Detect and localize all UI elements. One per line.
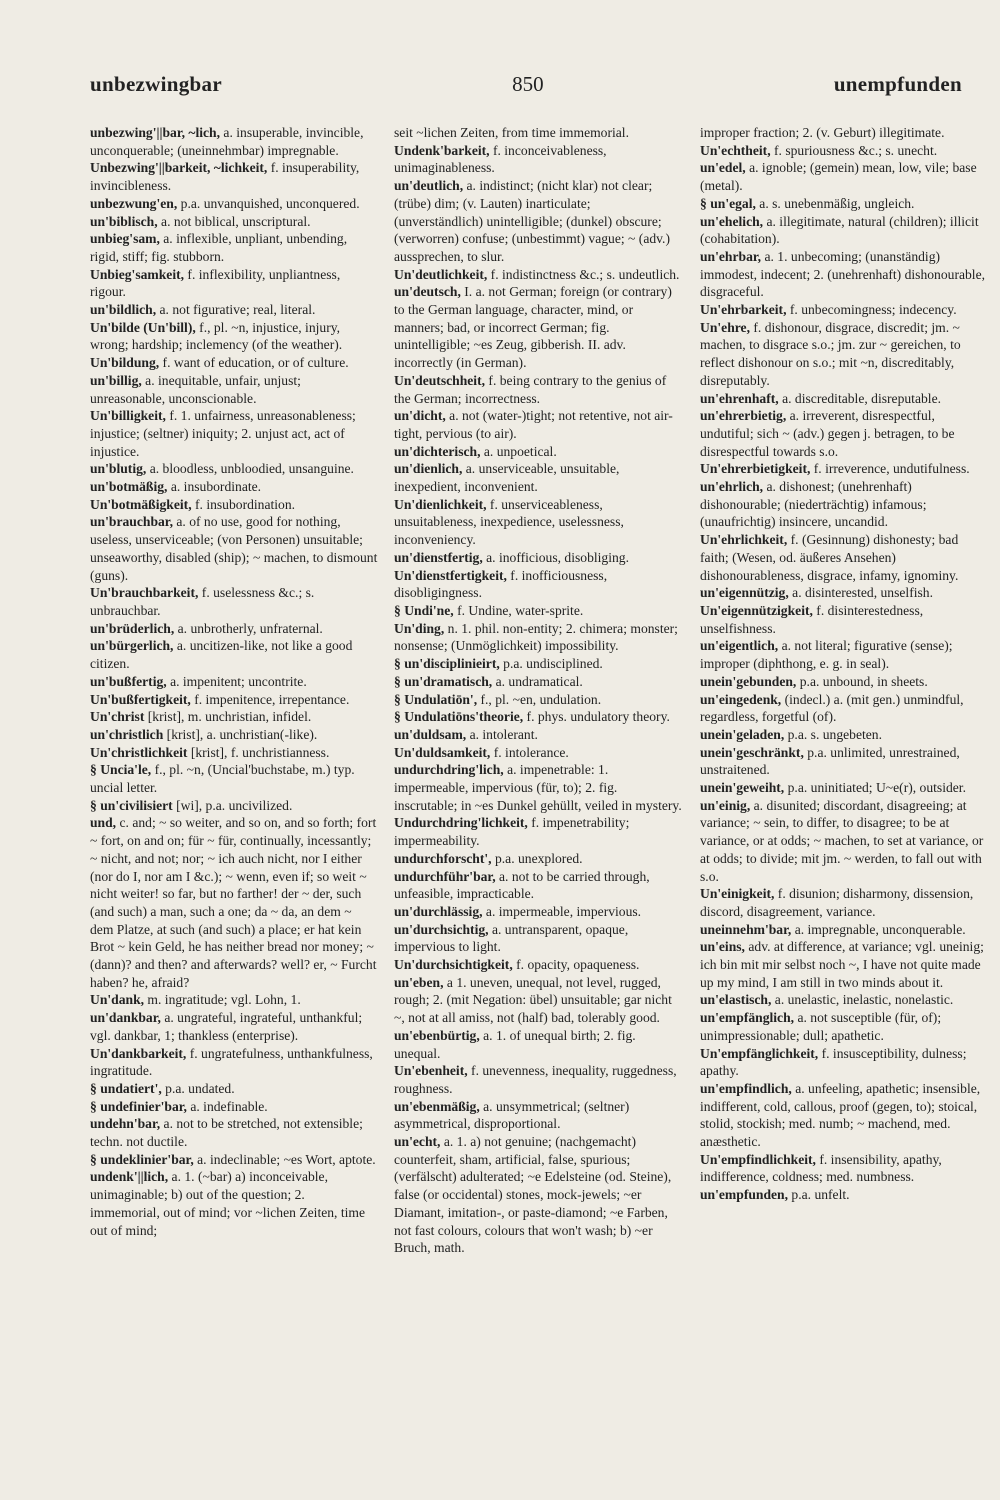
dictionary-entry — [90, 230, 378, 265]
column-2 — [394, 124, 682, 1486]
entry-headword: unein'geschränkt, — [700, 744, 804, 760]
entry-headword: Un'bilde (Un'bill), — [90, 319, 196, 335]
dictionary-entry — [700, 1009, 990, 1044]
dictionary-entry — [700, 407, 990, 460]
entry-headword: un'duldsam, — [394, 726, 467, 742]
entry-headword: § un'civilisiert — [90, 797, 173, 813]
entry-headword: un'einig, — [700, 797, 751, 813]
entry-definition: a. inflexible, unpliant, unbending, rigid, stiff; fig. stubborn. — [90, 231, 348, 264]
entry-headword: § un'disciplinieirt, — [394, 656, 500, 672]
entry-headword: Un'brauchbarkeit, — [90, 585, 199, 601]
entry-definition: f. insensibility, apathy, indifference, coldness; med. numbness. — [700, 1151, 942, 1185]
entry-definition: a. impregnable, unconquerable. — [791, 921, 966, 937]
entry-headword: un'bürgerlich, — [90, 638, 174, 654]
entry-definition: a. intolerant. — [466, 726, 538, 742]
entry-headword: Un'billigkeit, — [90, 408, 166, 424]
entry-headword: § Undi'ne, — [394, 602, 454, 618]
dictionary-entry — [90, 637, 378, 672]
right-running-head: unempfunden — [833, 72, 962, 96]
dictionary-entry — [90, 513, 378, 584]
dictionary-entry — [394, 903, 682, 921]
dictionary-entry — [90, 761, 378, 796]
entry-definition: f. uselessness &c.; s. unbrauchbar. — [90, 585, 315, 618]
entry-headword: un'bußfertig, — [90, 673, 167, 689]
entry-headword: un'ehrbar, — [700, 248, 762, 264]
left-running-head: unbezwingbar — [90, 72, 222, 96]
entry-headword: un'biblisch, — [90, 213, 158, 229]
entry-definition: [krist], a. unchristian(-like). — [163, 726, 318, 742]
dictionary-entry — [394, 956, 682, 974]
entry-headword: unbieg'sam, — [90, 231, 160, 247]
dictionary-entry — [700, 602, 990, 637]
dictionary-entry — [700, 142, 990, 160]
entry-headword: § undatiert', — [90, 1080, 162, 1096]
entry-definition: f. impenetrability; impermeability. — [394, 815, 630, 849]
dictionary-entry — [700, 478, 990, 531]
dictionary-entry — [90, 1080, 378, 1098]
dictionary-entry — [394, 691, 682, 709]
entry-definition: a. uncitizen-like, not like a good citizen. — [90, 638, 353, 672]
entry-definition: p.a. unlimited, unrestrained, unstraitened. — [700, 744, 960, 778]
dictionary-entry — [394, 850, 682, 868]
entry-headword: Un'ehre, — [700, 319, 750, 335]
entry-definition: f. unserviceableness, unsuitableness, inexpedience, uselessness, inconveniency. — [394, 496, 624, 548]
entry-definition: a. insuperable, invincible, unconquerable; (uneinnehmbar) impregnable. — [90, 125, 364, 158]
entry-definition: f. dishonour, disgrace, discredit; jm. ~ machen, to disgrace s.o.; jm. zur ~ gereichen, to reflect dishonour on s.o.; mit ~n, discreditably, disreputably. — [700, 319, 961, 388]
entry-definition: f. impenitence, irrepentance. — [190, 691, 350, 707]
dictionary-entry — [700, 885, 990, 920]
entry-definition: a. s. unebenmäßig, ungleich. — [755, 195, 915, 211]
dictionary-entry — [90, 673, 378, 691]
entry-definition: a. bloodless, unbloodied, unsanguine. — [146, 461, 354, 477]
dictionary-entry — [700, 460, 990, 478]
column-3 — [700, 124, 990, 1486]
entry-definition: a. dishonest; (unehrenhaft) dishonourable; (niederträchtig) infamous; (unaufrichtig) insincere, uncandid. — [700, 479, 927, 530]
entry-headword: un'durchlässig, — [394, 903, 483, 919]
dictionary-entry — [90, 814, 378, 991]
entry-definition: a. untransparent, opaque, impervious to light. — [394, 921, 629, 955]
entry-definition: a. not to be stretched, not extensible; techn. not ductile. — [90, 1116, 363, 1150]
entry-headword: § un'dramatisch, — [394, 673, 493, 689]
entry-headword: un'eingedenk, — [700, 691, 782, 707]
entry-headword: § undefinier'bar, — [90, 1098, 187, 1114]
entry-headword: undurchdring'lich, — [394, 762, 504, 778]
entry-headword: un'dienlich, — [394, 461, 463, 477]
dictionary-entry — [90, 584, 378, 619]
entry-headword: undurchführ'bar, — [394, 868, 496, 884]
dictionary-entry — [394, 655, 682, 673]
entry-headword: un'echt, — [394, 1134, 441, 1150]
entry-definition: f. unbecomingness; indecency. — [786, 302, 957, 318]
entry-definition: a. not biblical, unscriptural. — [157, 213, 311, 229]
entry-headword: un'durchsichtig, — [394, 921, 489, 937]
entry-headword: Un'christlichkeit — [90, 744, 188, 760]
dictionary-entry — [394, 124, 682, 142]
entry-definition: a. discreditable, disreputable. — [778, 390, 941, 406]
dictionary-entry — [700, 779, 990, 797]
entry-definition: n. 1. phil. non-entity; 2. chimera; monster; nonsense; (Unmöglichkeit) impossibility. — [394, 620, 678, 654]
entry-headword: und, — [90, 815, 117, 831]
entry-definition: a. indeclinable; ~es Wort, aptote. — [193, 1151, 376, 1167]
entry-headword: Un'echtheit, — [700, 142, 771, 158]
entry-definition: a. impenitent; uncontrite. — [166, 673, 307, 689]
entry-definition: a. not (water-)tight; not retentive, not air-tight, pervious (to air). — [394, 408, 673, 441]
page-header — [90, 72, 962, 104]
entry-definition: f. inofficiousness, disobligingness. — [394, 567, 608, 601]
entry-headword: Un'deutschheit, — [394, 372, 486, 388]
entry-definition: a. not to be carried through, unfeasible, impracticable. — [394, 868, 650, 902]
entry-definition: [krist], f. unchristianness. — [187, 744, 330, 760]
entry-headword: un'deutsch, — [394, 284, 461, 300]
entry-headword: un'blutig, — [90, 461, 147, 477]
dictionary-entry — [394, 726, 682, 744]
entry-headword: unbezwung'en, — [90, 195, 178, 211]
entry-headword: unbezwing'||bar, ~lich, — [90, 125, 221, 140]
entry-definition: f. unevenness, inequality, ruggedness, roughness. — [394, 1063, 677, 1096]
entry-headword: uneinnehm'bar, — [700, 921, 792, 937]
entry-definition: f., pl. ~n, injustice, injury, wrong; hardship; inclemency (of the weather). — [90, 319, 343, 353]
entry-definition: a. of no use, good for nothing, useless, unserviceable; (von Personen) unsuitable; unseaworthy, disabled (ship); ~ machen, to dismount (guns). — [90, 514, 378, 583]
dictionary-entry — [700, 301, 990, 319]
entry-definition: a. ungrateful, ingrateful, unthankful; vgl. dankbar, 1; thankless (enterprise). — [90, 1010, 363, 1043]
entry-definition: [krist], m. unchristian, infidel. — [144, 709, 312, 725]
entry-headword: un'bildlich, — [90, 302, 157, 318]
dictionary-entry — [700, 531, 990, 584]
entry-headword: unein'gebunden, — [700, 673, 797, 689]
dictionary-entry — [394, 549, 682, 567]
entry-definition: a. disunited; discordant, disagreeing; at variance; ~ sein, to differ, to disagree; to be at variance, or at odds; ~ machen, to set at variance, or at odds; to divide; mit jm. ~ werden, to fall out with s.o. — [700, 797, 984, 884]
entry-definition: f. (Gesinnung) dishonesty; bad faith; (Wesen, od. äußeres Ansehen) dishonourableness, disgrace, infamy, ignominy. — [700, 532, 959, 583]
dictionary-entry — [700, 726, 990, 744]
entry-headword: un'dichterisch, — [394, 443, 481, 459]
entry-headword: un'brauchbar, — [90, 514, 173, 530]
entry-headword: un'brüderlich, — [90, 620, 175, 636]
dictionary-entry — [700, 938, 990, 991]
entry-headword: un'ehrlich, — [700, 479, 764, 495]
entry-definition: f. intolerance. — [490, 744, 569, 760]
dictionary-entry — [394, 708, 682, 726]
entry-headword: un'empfunden, — [700, 1187, 789, 1203]
entry-definition: f. inconceivableness, unimaginableness. — [394, 142, 607, 176]
dictionary-entry — [90, 1098, 378, 1116]
entry-headword: Un'bildung, — [90, 355, 160, 371]
entry-definition: a. unfeeling, apathetic; insensible, indifferent, cold, callous, proof (gegen, to); stoical, stolid, stockish; med. numb; ~ machend, med. anæsthetic. — [700, 1080, 981, 1150]
entry-definition: p.a. s. ungebeten. — [784, 726, 883, 742]
entry-definition: f. want of education, or of culture. — [159, 355, 349, 371]
entry-definition: a. impenetrable: 1. impermeable, impervious (für, to); 2. fig. inscrutable; in ~es Dunkel gehüllt, veiled in mystery. — [394, 762, 682, 813]
dictionary-entry — [394, 266, 682, 284]
entry-definition: f. disunion; disharmony, dissension, discord, disagreement, variance. — [700, 886, 974, 919]
entry-definition: a. not literal; figurative (sense); improper (diphthong, e. g. in seal). — [700, 638, 953, 672]
dictionary-entry — [394, 602, 682, 620]
entry-definition: p.a. unvanquished, unconquered. — [177, 195, 360, 211]
entry-definition: [wi], p.a. uncivilized. — [172, 797, 293, 813]
entry-headword: Unbieg'samkeit, — [90, 266, 185, 282]
dictionary-entry — [394, 744, 682, 762]
dictionary-entry — [90, 708, 378, 726]
entry-definition: f. insubordination. — [191, 496, 296, 512]
dictionary-entry — [90, 1115, 378, 1150]
entry-definition: f. insusceptibility, dulness; apathy. — [700, 1045, 967, 1079]
entry-headword: Un'ebenheit, — [394, 1063, 468, 1079]
entry-headword: Un'dankbarkeit, — [90, 1045, 187, 1061]
dictionary-entry — [90, 496, 378, 514]
entry-headword: un'ebenmäßig, — [394, 1098, 480, 1114]
dictionary-entry — [90, 460, 378, 478]
entry-definition: p.a. undated. — [161, 1080, 235, 1096]
entry-headword: un'eins, — [700, 939, 745, 955]
entry-definition: a. 1. unbecoming; (unanständig) immodest, indecent; 2. (unehrenhaft) dishonourable, disgraceful. — [700, 248, 986, 300]
dictionary-entry — [700, 1045, 990, 1080]
entry-definition: adv. at difference, at variance; vgl. uneinig; ich bin mit mir selbst noch ~, I have not quite made up my mind, I am still in two minds about it. — [700, 939, 984, 990]
entry-definition: a. irreverent, disrespectful, undutiful; sich ~ (adv.) gegen j. betragen, to be disrespectful towards s.o. — [700, 408, 955, 459]
entry-definition: f. irreverence, undutifulness. — [810, 461, 970, 477]
dictionary-entry — [394, 1133, 682, 1257]
entry-definition: p.a. unexplored. — [491, 850, 583, 866]
entry-definition: m. ingratitude; vgl. Lohn, 1. — [144, 992, 301, 1008]
entry-headword: un'dankbar, — [90, 1010, 161, 1026]
entry-definition: p.a. unbound, in sheets. — [796, 673, 928, 689]
entry-definition: f. Undine, water-sprite. — [453, 602, 584, 618]
entry-definition: p.a. unfelt. — [788, 1187, 850, 1203]
dictionary-entry — [394, 460, 682, 495]
dictionary-entry — [394, 761, 682, 814]
entry-headword: un'deutlich, — [394, 178, 464, 194]
entry-headword: § Undulatiōn', — [394, 691, 478, 707]
entry-definition: a. ignoble; (gemein) mean, low, vile; base (metal). — [700, 160, 977, 194]
entry-definition: f. opacity, opaqueness. — [512, 957, 640, 973]
entry-definition: a. indistinct; (nicht klar) not clear; (trübe) dim; (v. Lauten) inarticulate; (unverständlich) unintelligible; (dunkel) obscure; (verworren) confuse; (unbestimmt) vague; ~ (adv.) aussprechen, to slur. — [394, 178, 670, 264]
entry-headword: un'christlich — [90, 726, 164, 742]
entry-definition: a. not figurative; real, literal. — [156, 302, 316, 318]
dictionary-entry — [700, 637, 990, 672]
entry-definition: I. a. not German; foreign (or contrary) to the German language, character, mind, or manners; bad, or incorrect German; fig. unintelligible; ~es Zeug, gibberish. II. adv. incorrectly (in German). — [394, 284, 672, 371]
entry-headword: Un'empfänglichkeit, — [700, 1045, 819, 1061]
entry-definition: a. unsymmetrical; (seltner) asymmetrical, disproportional. — [394, 1098, 630, 1132]
dictionary-entry — [394, 177, 682, 266]
entry-headword: § undeklinier'bar, — [90, 1151, 194, 1167]
entry-definition: a. unpoetical. — [480, 443, 557, 459]
entry-headword: undenk'||lich, — [90, 1169, 169, 1185]
entry-headword: Un'empfindlichkeit, — [700, 1151, 816, 1167]
dictionary-entry — [90, 691, 378, 709]
dictionary-entry — [394, 868, 682, 903]
entry-headword: un'dienstfertig, — [394, 549, 483, 565]
dictionary-entry — [90, 478, 378, 496]
dictionary-entry — [394, 673, 682, 691]
dictionary-entry — [700, 124, 990, 142]
dictionary-entry — [394, 1027, 682, 1062]
dictionary-entry — [90, 744, 378, 762]
entry-definition: seit ~lichen Zeiten, from time immemorial. — [394, 125, 629, 140]
entry-definition: p.a. undisciplined. — [499, 656, 603, 672]
dictionary-entry — [90, 620, 378, 638]
entry-headword: § un'egal, — [700, 195, 756, 211]
entry-definition: a. unserviceable, unsuitable, inexpedient, inconvenient. — [394, 461, 620, 495]
entry-definition: f., pl. ~n, (Uncial'buchstabe, m.) typ. uncial letter. — [90, 762, 355, 796]
dictionary-entry — [394, 496, 682, 549]
dictionary-entry — [90, 301, 378, 319]
dictionary-entry — [700, 159, 990, 194]
entry-definition: a. not susceptible (für, of); unimpressionable; dull; apathetic. — [700, 1010, 942, 1043]
dictionary-entry — [700, 390, 990, 408]
dictionary-entry — [394, 1062, 682, 1097]
entry-headword: unein'geladen, — [700, 726, 785, 742]
entry-headword: undehn'bar, — [90, 1116, 161, 1132]
entry-definition: a. indefinable. — [186, 1098, 268, 1114]
entry-headword: Un'dienlichkeit, — [394, 496, 487, 512]
dictionary-entry — [90, 407, 378, 460]
entry-definition: f. ungratefulness, unthankfulness, ingratitude. — [90, 1045, 373, 1079]
column-1 — [90, 124, 378, 1486]
dictionary-entry — [700, 921, 990, 939]
entry-headword: un'eigentlich, — [700, 638, 779, 654]
dictionary-entry — [394, 921, 682, 956]
entry-definition: f. insuperability, invincibleness. — [90, 160, 360, 194]
entry-definition: c. and; ~ so weiter, and so on, and so forth; fort ~ fort, on and on; für ~ für, continually, incessantly; ~ nicht, and not; nor; ~ ich auch nicht, nor I either (nor do I, nor am I &c.); ~ wenn, even if; so weit ~ nicht weiter! so far, but no farther! der ~ der, such (and such) a man, such a one; da ~ da, an dem ~ dem Platze, at such (and such) a place; er hat kein Brot ~ kein Geld, he has neither bread nor money; ~ (dann)? and then? and afterwards? well? er, ~ Furcht haben? he, afraid? — [90, 815, 377, 990]
entry-headword: Un'duldsamkeit, — [394, 744, 491, 760]
dictionary-entry — [394, 407, 682, 442]
dictionary-entry — [700, 213, 990, 248]
entry-headword: un'eben, — [394, 974, 444, 990]
dictionary-entry — [90, 1009, 378, 1044]
dictionary-entry — [90, 372, 378, 407]
entry-headword: un'empfindlich, — [700, 1080, 792, 1096]
entry-definition: f., pl. ~en, undulation. — [477, 691, 602, 707]
entry-definition: a. 1. of unequal birth; 2. fig. unequal. — [394, 1027, 636, 1061]
entry-headword: Un'ehrlichkeit, — [700, 532, 788, 548]
entry-headword: Un'deutlichkeit, — [394, 266, 488, 282]
entry-definition: a. 1. a) not genuine; (nachgemacht) counterfeit, sham, artificial, false, spurious; (verfälscht) adulterated; ~e Edelsteine (od. Steine), false (or occidental) stones, mock-jewels; ~er Diamant, imitation-, or paste-diamond; ~e Farben, not fast colours, colours that won't wash; b) ~er Bruch, math. — [394, 1134, 672, 1256]
entry-headword: un'elastisch, — [700, 992, 772, 1008]
entry-headword: Un'eigennützigkeit, — [700, 602, 813, 618]
entry-headword: un'botmäßig, — [90, 479, 168, 495]
entry-headword: un'ebenbürtig, — [394, 1027, 480, 1043]
dictionary-entry — [700, 1151, 990, 1186]
entry-headword: Un'christ — [90, 709, 145, 725]
entry-definition: a. undramatical. — [492, 673, 583, 689]
entry-definition: a. unelastic, inelastic, nonelastic. — [771, 992, 954, 1008]
entry-definition: a. 1. (~bar) a) inconceivable, unimaginable; b) out of the question; 2. immemorial, out of mind; vor ~lichen Zeiten, time out of mind; — [90, 1169, 366, 1238]
entry-headword: Un'ding, — [394, 620, 445, 636]
entry-definition: f. 1. unfairness, unreasonableness; injustice; (seltner) iniquity; 2. unjust act, act of injustice. — [90, 408, 356, 459]
dictionary-entry — [700, 691, 990, 726]
entry-headword: § Uncia'le, — [90, 762, 152, 778]
entry-headword: § Undulatiōns'theorie, — [394, 709, 524, 725]
entry-definition: improper fraction; 2. (v. Geburt) illegitimate. — [700, 125, 945, 140]
entry-definition: f. disinterestedness, unselfishness. — [700, 602, 924, 636]
dictionary-entry — [700, 248, 990, 301]
entry-headword: un'edel, — [700, 160, 746, 176]
entry-headword: Unbezwing'||barkeit, ~lichkeit, — [90, 160, 268, 176]
page-number: 850 — [512, 72, 544, 96]
dictionary-entry — [394, 814, 682, 849]
entry-headword: Un'bußfertigkeit, — [90, 691, 191, 707]
dictionary-entry — [394, 567, 682, 602]
entry-headword: Un'botmäßigkeit, — [90, 496, 192, 512]
entry-definition: f. inflexibility, unpliantness, rigour. — [90, 266, 341, 300]
dictionary-entry — [700, 991, 990, 1009]
entry-headword: un'ehrerbietig, — [700, 408, 787, 424]
entry-definition: a. disinterested, unselfish. — [788, 585, 933, 601]
entry-headword: Un'durchsichtigkeit, — [394, 957, 513, 973]
dictionary-entry — [90, 1045, 378, 1080]
entry-headword: Un'dienstfertigkeit, — [394, 567, 507, 583]
dictionary-entry — [90, 124, 378, 159]
dictionary-entry — [90, 726, 378, 744]
dictionary-entry — [700, 584, 990, 602]
dictionary-entry — [700, 1186, 990, 1204]
dictionary-entry — [90, 354, 378, 372]
dictionary-entry — [90, 319, 378, 354]
entry-headword: Undurchdring'lichkeit, — [394, 815, 528, 831]
entry-definition: f. spuriousness &c.; s. unecht. — [770, 142, 938, 158]
entry-definition: a. impermeable, impervious. — [482, 903, 642, 919]
dictionary-entry — [700, 673, 990, 691]
entry-definition: a. inequitable, unfair, unjust; unreasonable, unconscionable. — [90, 372, 301, 406]
entry-headword: Un'ehrerbietigkeit, — [700, 461, 811, 477]
dictionary-entry — [394, 1098, 682, 1133]
entry-definition: f. being contrary to the genius of the German; incorrectness. — [394, 372, 667, 406]
entry-definition: a 1. uneven, unequal, not level, rugged, rough; 2. (mit Negation: übel) unsuitable; gar nicht ~, not at all amiss, not (half) bad, tolerably good. — [394, 974, 672, 1026]
dictionary-entry — [700, 744, 990, 779]
entry-definition: a. insubordinate. — [167, 479, 262, 495]
entry-headword: Un'ehrbarkeit, — [700, 302, 787, 318]
entry-headword: Undenk'barkeit, — [394, 142, 490, 158]
dictionary-entry — [90, 266, 378, 301]
dictionary-entry — [700, 1080, 990, 1151]
dictionary-entry — [700, 797, 990, 886]
entry-headword: un'eigennützig, — [700, 585, 789, 601]
dictionary-entry — [90, 797, 378, 815]
entry-definition: a. unbrotherly, unfraternal. — [174, 620, 323, 636]
dictionary-entry — [90, 1151, 378, 1169]
entry-definition: f. indistinctness &c.; s. undeutlich. — [487, 266, 680, 282]
entry-headword: un'empfänglich, — [700, 1010, 795, 1026]
entry-headword: Un'einigkeit, — [700, 886, 775, 902]
entry-headword: undurchforscht', — [394, 850, 492, 866]
entry-definition: p.a. uninitiated; U~e(r), outsider. — [784, 780, 966, 796]
dictionary-entry — [90, 213, 378, 231]
dictionary-entry — [394, 620, 682, 655]
entry-headword: un'ehrenhaft, — [700, 390, 779, 406]
dictionary-entry — [90, 991, 378, 1009]
dictionary-entry — [700, 319, 990, 390]
entry-headword: un'ehelich, — [700, 213, 764, 229]
dictionary-entry — [394, 142, 682, 177]
dictionary-entry — [700, 195, 990, 213]
entry-headword: un'billig, — [90, 372, 142, 388]
dictionary-entry — [394, 443, 682, 461]
entry-headword: Un'dank, — [90, 992, 145, 1008]
entry-definition: a. inofficious, disobliging. — [482, 549, 630, 565]
entry-definition: (indecl.) a. (mit gen.) unmindful, regardless, forgetful (of). — [700, 691, 964, 725]
entry-definition: f. phys. undulatory theory. — [523, 709, 670, 725]
entry-definition: a. illegitimate, natural (children); illicit (cohabitation). — [700, 213, 979, 247]
dictionary-entry — [394, 974, 682, 1027]
dictionary-entry — [90, 159, 378, 194]
dictionary-entry — [90, 1168, 378, 1239]
entry-headword: un'dicht, — [394, 408, 446, 424]
dictionary-entry — [394, 283, 682, 372]
entry-headword: unein'geweiht, — [700, 780, 785, 796]
dictionary-entry — [394, 372, 682, 407]
dictionary-entry — [90, 195, 378, 213]
